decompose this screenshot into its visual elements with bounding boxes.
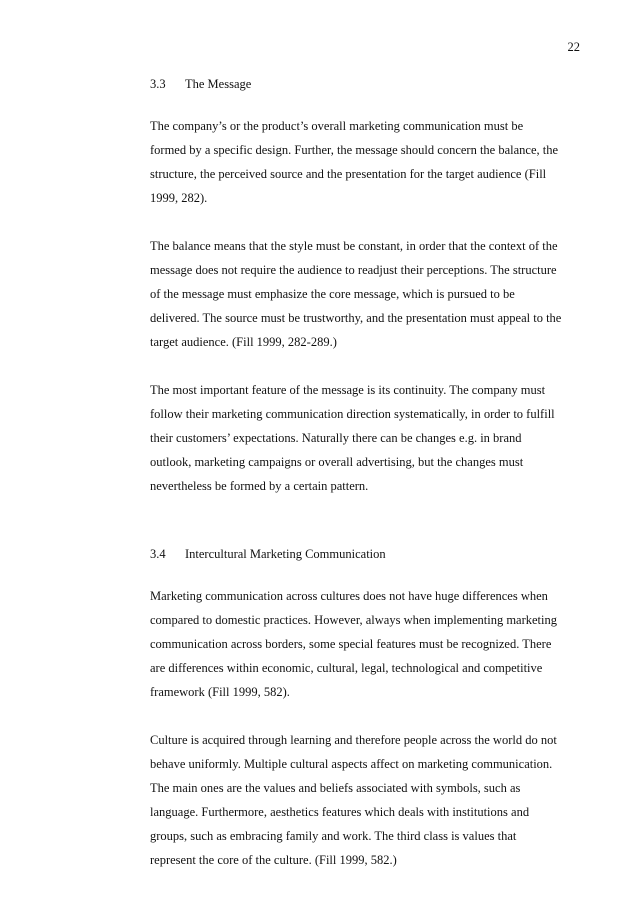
page-content xyxy=(150,76,582,872)
text-line: nevertheless be formed by a certain pattern. xyxy=(150,479,369,493)
text-line: behave uniformly. Multiple cultural aspects affect on marketing communication. xyxy=(150,757,553,771)
section-heading-3-4 xyxy=(150,546,582,570)
text-line: 1999, 282). xyxy=(150,191,208,205)
text-line: Culture is acquired through learning and therefore people across the world do not xyxy=(150,733,557,747)
text-line: delivered. The source must be trustworthy, and the presentation must appeal to the xyxy=(150,311,562,325)
text-line: framework (Fill 1999, 582). xyxy=(150,685,290,699)
section-title: The Message xyxy=(185,77,252,91)
text-line: outlook, marketing campaigns or overall advertising, but the changes must xyxy=(150,455,524,469)
text-line: communication across borders, some special features must be recognized. There xyxy=(150,637,552,651)
text-line: represent the core of the culture. (Fill 1999, 582.) xyxy=(150,853,397,867)
paragraph xyxy=(150,234,582,354)
section-title: Intercultural Marketing Communication xyxy=(185,547,386,561)
text-line: The most important feature of the message is its continuity. The company must xyxy=(150,383,546,397)
text-line: groups, such as embracing family and work. The third class is values that xyxy=(150,829,517,843)
text-line: The main ones are the values and beliefs associated with symbols, such as xyxy=(150,781,521,795)
text-line: compared to domestic practices. However, always when implementing marketing xyxy=(150,613,558,627)
text-line: are differences within economic, cultural, legal, technological and competitive xyxy=(150,661,543,675)
text-line: Marketing communication across cultures does not have huge differences when xyxy=(150,589,548,603)
page-number: 22 xyxy=(567,40,580,54)
text-line: message does not require the audience to readjust their perceptions. The structure xyxy=(150,263,557,277)
paragraph xyxy=(150,728,582,872)
text-line: of the message must emphasize the core message, which is pursued to be xyxy=(150,287,515,301)
text-line: The balance means that the style must be constant, in order that the context of the xyxy=(150,239,558,253)
text-line: target audience. (Fill 1999, 282-289.) xyxy=(150,335,337,349)
paragraph xyxy=(150,584,582,704)
text-line: formed by a specific design. Further, the message should concern the balance, the xyxy=(150,143,559,157)
paragraph xyxy=(150,114,582,210)
section-number: 3.4 xyxy=(150,547,166,561)
paragraph xyxy=(150,378,582,498)
text-line: follow their marketing communication direction systematically, in order to fulfill xyxy=(150,407,555,421)
text-line: The company’s or the product’s overall marketing communication must be xyxy=(150,119,524,133)
text-line: their customers’ expectations. Naturally there can be changes e.g. in brand xyxy=(150,431,522,445)
section-number: 3.3 xyxy=(150,77,166,91)
section-heading-3-3 xyxy=(150,76,582,100)
text-line: structure, the perceived source and the presentation for the target audience (Fill xyxy=(150,167,547,181)
text-line: language. Furthermore, aesthetics features which deals with institutions and xyxy=(150,805,530,819)
